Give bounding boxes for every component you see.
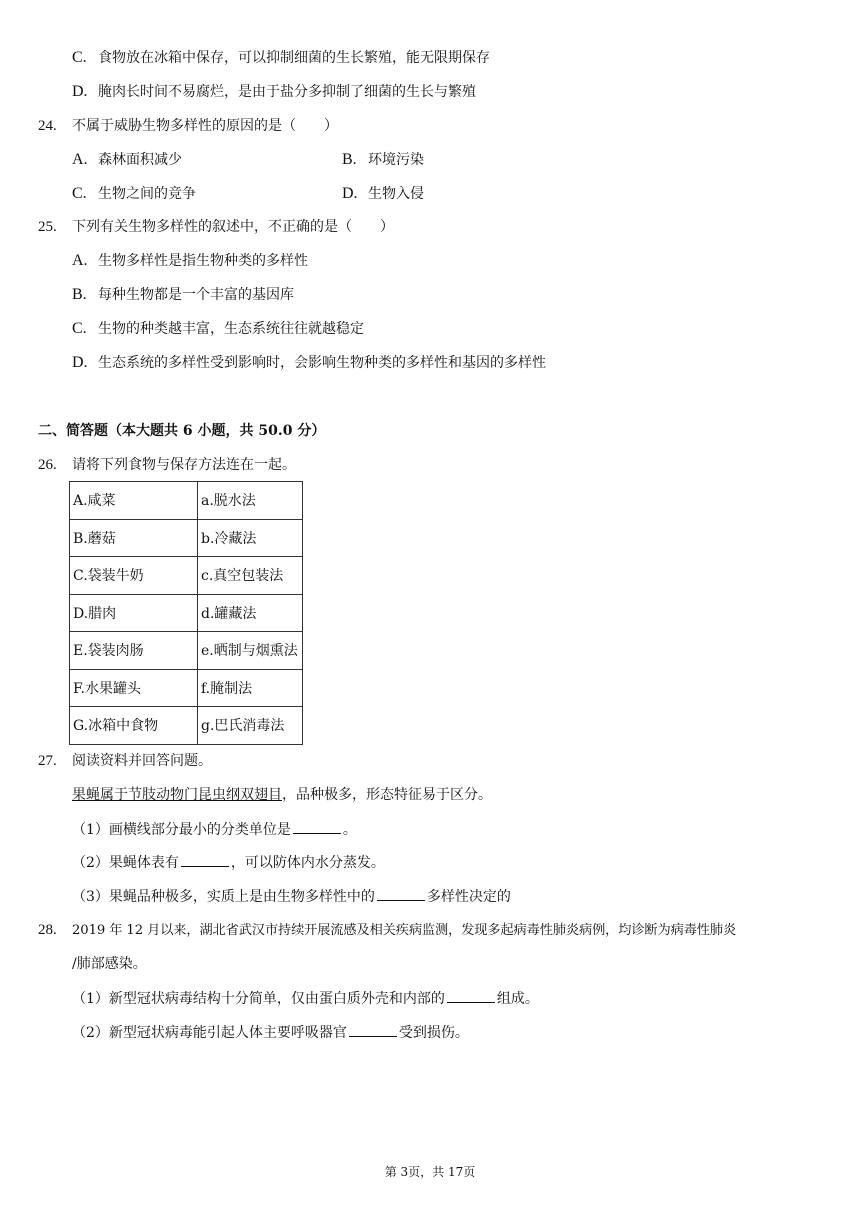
option-letter: A. (72, 151, 88, 168)
option-letter: C. (72, 320, 87, 337)
table-row (70, 557, 303, 595)
sub-question-text: 。 (342, 822, 357, 838)
answer-blank[interactable] (447, 988, 495, 1003)
table-row (70, 669, 303, 707)
q25-option-d (72, 353, 546, 373)
page-footer: 第 3页，共 17页 (384, 1165, 476, 1179)
answer-blank[interactable] (349, 1022, 397, 1037)
q28-sub1 (72, 988, 539, 1009)
question-text: 2019 年 12 月以来，湖北省武汉市持续开展流感及相关疾病监测，发现多起病毒性肺炎病例，均诊断为病毒性肺炎 (72, 923, 737, 938)
question-text: 阅读资料并回答问题。 (72, 753, 212, 769)
question-number: 25. (38, 219, 57, 235)
option-letter: C. (72, 49, 87, 66)
underlined-material: 果蝇属于节肢动物门昆虫纲双翅目 (72, 787, 282, 803)
sub-question-text: （1）画横线部分最小的分类单位是 (72, 822, 291, 838)
q24-stem (38, 116, 338, 136)
question-number: 27. (38, 753, 57, 769)
sub-question-text: （2）果蝇体表有 (72, 855, 179, 871)
method-cell: b.冷藏法 (198, 519, 303, 557)
question-number: 26. (38, 457, 57, 473)
food-cell: A.咸菜 (70, 482, 198, 520)
option-letter: B. (72, 286, 87, 303)
answer-blank[interactable] (181, 852, 229, 867)
option-letter: C. (72, 185, 87, 202)
option-letter: D. (342, 185, 358, 202)
question-text: 不属于威胁生物多样性的原因的是（ ） (72, 118, 338, 134)
sub-question-text: 受到损伤。 (398, 1025, 469, 1041)
option-text: 每种生物都是一个丰富的基因库 (98, 287, 294, 303)
method-cell: d.罐藏法 (198, 594, 303, 632)
section-heading: 二、简答题（本大题共 6 小题，共 50.0 分） (38, 423, 326, 439)
q23-option-d (72, 82, 476, 102)
question-text: 请将下列食物与保存方法连在一起。 (72, 457, 296, 473)
option-text: 森林面积减少 (98, 152, 182, 168)
question-number: 24. (38, 118, 57, 134)
option-text: 生态系统的多样性受到影响时，会影响生物种类的多样性和基因的多样性 (98, 355, 546, 371)
q28-stem-continued: /肺部感染。 (72, 956, 147, 972)
answer-blank[interactable] (293, 819, 341, 834)
sub-question-text: （2）新型冠状病毒能引起人体主要呼吸器官 (72, 1025, 347, 1041)
q27-sub3 (72, 886, 511, 907)
food-cell: E.袋装肉肠 (70, 632, 198, 670)
q24-option-b (342, 150, 424, 170)
sub-question-text: ，可以防体内水分蒸发。 (230, 855, 385, 871)
table-row (70, 707, 303, 745)
q23-option-c (72, 48, 490, 68)
method-cell: a.脱水法 (198, 482, 303, 520)
option-letter: A. (72, 252, 88, 269)
q25-stem (38, 217, 394, 237)
table-row (70, 594, 303, 632)
q28-sub2 (72, 1022, 469, 1043)
food-cell: F.水果罐头 (70, 669, 198, 707)
method-cell: f.腌制法 (198, 669, 303, 707)
question-text: 下列有关生物多样性的叙述中，不正确的是（ ） (72, 219, 394, 235)
option-letter: D. (72, 83, 88, 100)
q27-sub1 (72, 819, 357, 840)
food-cell: C.袋装牛奶 (70, 557, 198, 595)
q24-option-c (72, 184, 196, 204)
q25-option-a (72, 251, 308, 271)
method-cell: e.晒制与烟熏法 (198, 632, 303, 670)
method-cell: g.巴氏消毒法 (198, 707, 303, 745)
food-cell: D.腊肉 (70, 594, 198, 632)
sub-question-text: 多样性决定的 (426, 889, 511, 905)
option-text: 生物之间的竞争 (98, 186, 196, 202)
question-number: 28. (38, 922, 57, 938)
q25-option-c (72, 319, 364, 339)
option-letter: D. (72, 354, 88, 371)
q27-sub2 (72, 852, 385, 873)
q26-stem (38, 455, 296, 475)
option-text: 生物多样性是指生物种类的多样性 (98, 253, 308, 269)
table-row (70, 632, 303, 670)
option-text: 食物放在冰箱中保存，可以抑制细菌的生长繁殖，能无限期保存 (98, 50, 490, 66)
q27-material (72, 785, 492, 805)
matching-table (69, 481, 303, 745)
q27-stem (38, 751, 212, 771)
sub-question-text: （3）果蝇品种极多，实质上是由生物多样性中的 (72, 889, 375, 905)
q24-option-a (72, 150, 182, 170)
q25-option-b (72, 285, 294, 305)
option-text: 生物的种类越丰富，生态系统往往就越稳定 (98, 321, 364, 337)
table-row (70, 519, 303, 557)
material-text: ，品种极多，形态特征易于区分。 (282, 787, 492, 803)
food-cell: B.蘑菇 (70, 519, 198, 557)
q24-option-d (342, 184, 424, 204)
table-row (70, 482, 303, 520)
method-cell: c.真空包装法 (198, 557, 303, 595)
option-text: 生物入侵 (368, 186, 424, 202)
answer-blank[interactable] (377, 886, 425, 901)
option-text: 腌肉长时间不易腐烂，是由于盐分多抑制了细菌的生长与繁殖 (98, 84, 476, 100)
option-letter: B. (342, 151, 357, 168)
sub-question-text: 组成。 (496, 991, 539, 1007)
sub-question-text: （1）新型冠状病毒结构十分简单，仅由蛋白质外壳和内部的 (72, 991, 445, 1007)
food-cell: G.冰箱中食物 (70, 707, 198, 745)
option-text: 环境污染 (368, 152, 424, 168)
q28-stem (38, 920, 736, 941)
